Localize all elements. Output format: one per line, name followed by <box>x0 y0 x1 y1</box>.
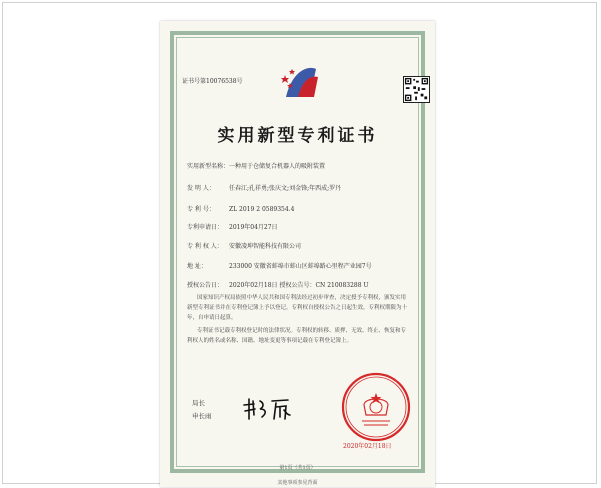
field-label: 发 明 人： <box>187 185 215 192</box>
field-value: 一种用于仓储复合机器人的吸附装置 <box>229 163 326 170</box>
page-number: 第1页（共1页） <box>279 465 316 471</box>
field-label: 专利申请日： <box>187 224 224 231</box>
field-patentee <box>187 241 301 250</box>
field-label: 授权公告日： <box>187 282 224 289</box>
field-value: 安徽凌坤智能科技有限公司 <box>229 243 302 250</box>
certificate-number: 证书号第10076538号 <box>182 78 243 85</box>
field-patent-number <box>187 204 294 213</box>
handwritten-signature-icon <box>240 393 295 423</box>
signature-role: 局长 <box>192 399 205 407</box>
signature-name: 申长雨 <box>192 412 212 420</box>
footer-note: 其他事项参见背面 <box>277 480 318 486</box>
field-label: 专 利 号： <box>187 206 215 213</box>
official-seal-icon <box>340 371 412 443</box>
certificate-title: 实用新型专利证书 <box>217 126 378 146</box>
certificate-paragraph: 专利证书记载专利权登记时的法律状况。专利权的转移、质押、无效、终止、恢复和专利权人的姓名或名称、国籍、地址变更等事项记载在专利登记簿上。 <box>187 328 407 344</box>
field-grant-date <box>187 280 369 289</box>
field-application-date <box>187 222 278 231</box>
patent-office-logo-icon <box>280 61 322 103</box>
field-label: 地 址： <box>187 263 207 270</box>
field-inventors <box>187 183 341 192</box>
field-value: 2020年02月18日 授权公告号：CN 210083288 U <box>229 282 369 289</box>
field-value: 任春江;孔祥勇;张庆文;刘金锋;年西成;罗丹 <box>229 185 342 192</box>
field-address <box>187 261 372 270</box>
field-value: ZL 2019 2 0589354.4 <box>229 206 295 213</box>
field-label: 专 利 权 人： <box>187 243 223 250</box>
seal-date: 2020年02月18日 <box>343 443 392 450</box>
certificate-paragraph: 国家知识产权局依照中华人民共和国专利法经过初步审查，决定授予专利权，颁发实用新型专利证书并在专利登记簿上予以登记。专利权自授权公告之日起生效。专利权期限为十年，自申请日起算。 <box>187 295 408 321</box>
field-label: 实用新型名称： <box>187 163 230 170</box>
field-value: 233000 安徽省蚌埠市蚌山区蚌埠路心里程产业园7号 <box>229 263 372 270</box>
field-value: 2019年04月27日 <box>229 224 278 231</box>
certificate-paper <box>160 21 435 487</box>
qr-code-icon <box>403 76 430 103</box>
field-utility-model-name <box>187 161 325 170</box>
